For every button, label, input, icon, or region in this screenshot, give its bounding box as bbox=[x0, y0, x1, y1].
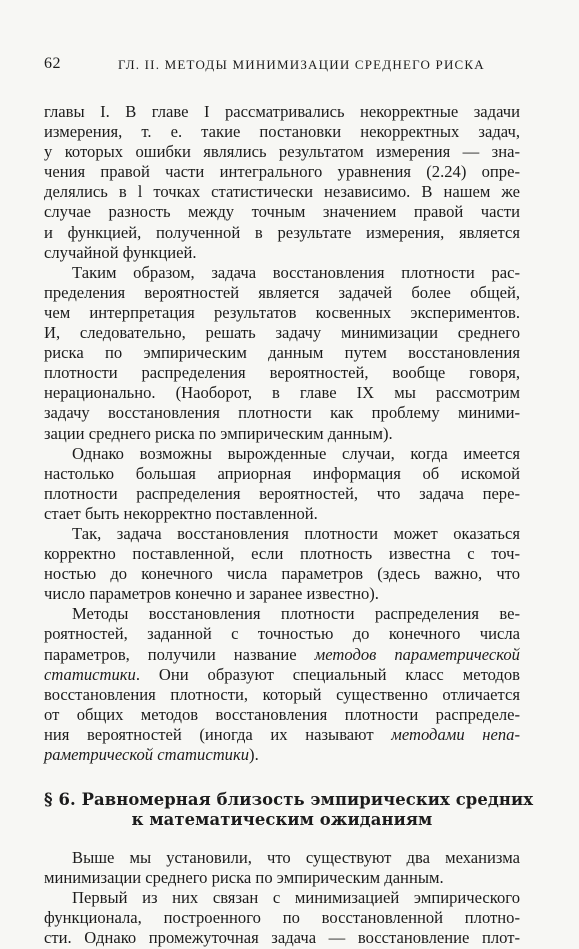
text-line: от общих методов восстановления плотности распределе- bbox=[44, 704, 520, 724]
text-line: чения правой части интегрального уравнения (2.24) опре- bbox=[44, 162, 520, 182]
text-line: настолько большая априорная информация об искомой bbox=[44, 463, 520, 483]
text-line: функционала, построенного по восстановленной плотно- bbox=[44, 908, 520, 928]
text-line: измерения, т. е. такие постановки некорректных задач, bbox=[44, 122, 520, 142]
text-line: нерационально. (Наоборот, в главе IX мы рассмотрим bbox=[44, 383, 520, 403]
italic-term: методов параметрической bbox=[314, 644, 520, 664]
text-line bbox=[44, 745, 520, 765]
text-run: . Они образуют специальный класс методов bbox=[135, 664, 520, 684]
text-line: риска по эмпирическим данным путем восстановления bbox=[44, 343, 520, 363]
text-line: случае разность между точным значением правой части bbox=[44, 202, 520, 222]
text-line: Так, задача восстановления плотности может оказаться bbox=[72, 523, 520, 543]
text-line: роятностей, заданной с точностью до конечного числа bbox=[44, 624, 520, 644]
page-header bbox=[44, 55, 524, 79]
text-line: плотности распределения вероятностей, что задача пере- bbox=[44, 483, 520, 503]
text-run: ). bbox=[249, 745, 259, 764]
italic-term: раметрической статистики bbox=[44, 745, 250, 764]
text-line: главы I. В главе I рассматривались некорректные задачи bbox=[44, 102, 520, 121]
body-text bbox=[44, 102, 534, 949]
running-head: ГЛ. II. МЕТОДЫ МИНИМИЗАЦИИ СРЕДНЕГО РИСКА bbox=[118, 57, 485, 72]
text-line bbox=[44, 665, 520, 685]
text-line: число параметров конечно и заранее известно). bbox=[44, 584, 379, 604]
text-run: ния вероятностей (иногда их называют bbox=[44, 724, 392, 744]
text-line: Первый из них связан с минимизацией эмпирического bbox=[72, 888, 520, 908]
text-line: делялись в l точках статистически независимо. В нашем же bbox=[44, 182, 520, 202]
text-line: зации среднего риска по эмпирическим данным). bbox=[44, 423, 393, 443]
text-line: плотности распределения вероятностей, вообще говоря, bbox=[44, 363, 520, 383]
page-number: 62 bbox=[44, 55, 61, 72]
section-heading-line-2: к математическим ожиданиям bbox=[131, 810, 433, 830]
text-line: задачу восстановления плотности как проблему миними- bbox=[44, 403, 520, 423]
text-line: Таким образом, задача восстановления плотности рас- bbox=[72, 262, 520, 282]
text-line: Выше мы установили, что существуют два механизма bbox=[72, 848, 520, 868]
text-line: ностью до конечного числа параметров (здесь важно, что bbox=[44, 564, 520, 584]
text-line: у которых ошибки являлись результатом измерения — зна- bbox=[44, 142, 520, 162]
italic-term: методами непа- bbox=[391, 724, 520, 744]
text-line: случайной функцией. bbox=[44, 242, 197, 262]
text-line: корректно поставленной, если плотность известна с точ- bbox=[44, 544, 520, 564]
section-spacer bbox=[44, 765, 520, 790]
italic-term: статистики bbox=[44, 664, 136, 684]
text-run: параметров, получили название bbox=[44, 644, 315, 664]
text-line bbox=[44, 645, 520, 665]
text-line bbox=[44, 725, 520, 745]
text-line: стает быть некорректно поставленной. bbox=[44, 503, 318, 523]
text-line: Однако возможны вырожденные случаи, когда имеется bbox=[72, 443, 520, 463]
text-line: Методы восстановления плотности распределения ве- bbox=[72, 604, 520, 624]
text-line: восстановления плотности, который существенно отличается bbox=[44, 684, 520, 704]
section-heading-line-1: § 6. Равномерная близость эмпирических средних bbox=[44, 790, 534, 810]
text-line: сти. Однако промежуточная задача — восстановление плот- bbox=[44, 928, 520, 948]
heading-spacer bbox=[44, 830, 520, 848]
text-line: чем интерпретация результатов косвенных экспериментов. bbox=[44, 302, 520, 322]
text-line: минимизации среднего риска по эмпирическим данным. bbox=[44, 868, 444, 888]
text-line: и функцией, полученной в результате измерения, является bbox=[44, 222, 520, 242]
text-line: И, следовательно, решать задачу минимизации среднего bbox=[44, 323, 520, 343]
text-line: пределения вероятностей является задачей более общей, bbox=[44, 282, 520, 302]
